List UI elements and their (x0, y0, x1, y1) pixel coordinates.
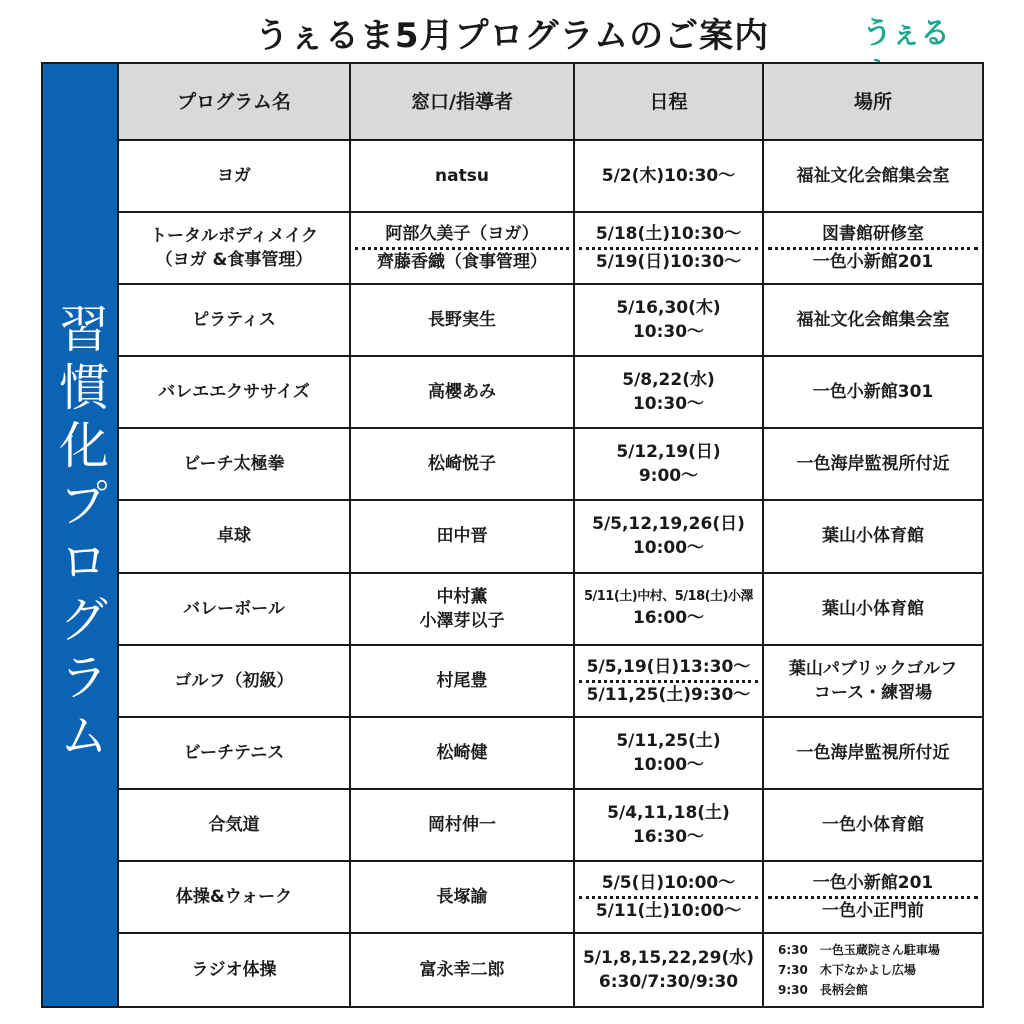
cell-part: 一色小正門前 (822, 900, 924, 921)
brand-logo: うぇる (862, 16, 949, 51)
schedule-cell (575, 574, 764, 646)
program-name-cell (119, 213, 351, 285)
program-name-cell (119, 429, 351, 501)
place-cell (764, 213, 982, 285)
cell-text-line: 長野実生 (428, 310, 496, 331)
cell-part: 5/5,19(日)13:30〜 (579, 655, 758, 683)
program-name-cell (119, 574, 351, 646)
cell-text-line: 岡村伸一 (428, 814, 496, 835)
place-cell (764, 141, 982, 213)
cell-text-line: （ヨガ &食事管理） (155, 250, 313, 271)
cell-text-line: 10:30〜 (632, 322, 705, 343)
cell-text-line: 一色小体育館 (822, 814, 924, 835)
cell-part: 一色小新館201 (768, 871, 978, 899)
cell-part: 齊藤香織（食事管理） (377, 252, 547, 273)
cell-text-line: 松崎健 (436, 742, 488, 763)
schedule-cell (575, 141, 764, 213)
cell-text-line: 富永幸二郎 (419, 959, 505, 980)
schedule-cell (575, 646, 764, 718)
cell-text-line: 一色海岸監視所付近 (796, 742, 950, 763)
place-cell (764, 501, 982, 573)
schedule-time: 16:00〜 (632, 607, 705, 628)
cell-text-line: 福祉文化会館集会室 (796, 310, 950, 331)
page-title: うぇるま5月プログラムのご案内 (254, 16, 770, 56)
cell-text-line: 長塚諭 (436, 886, 488, 907)
place-cell (764, 646, 982, 718)
cell-text-line: トータルボディメイク (150, 226, 318, 247)
cell-part: 阿部久美子（ヨガ） (355, 222, 569, 250)
leader-cell (351, 141, 575, 213)
place-cell (764, 862, 982, 934)
cell-part: 5/11,25(土)9:30〜 (586, 684, 751, 705)
column-header-schedule: 日程 (575, 64, 764, 141)
cell-part: 5/19(日)10:30〜 (595, 252, 742, 273)
leader-cell (351, 718, 575, 790)
cell-text-line: コース・練習場 (813, 682, 933, 703)
schedule-cell (575, 718, 764, 790)
cell-text-line: 合気道 (208, 814, 260, 835)
cell-text-line: 5/5,12,19,26(日) (592, 514, 745, 535)
leader-cell (351, 501, 575, 573)
program-name-cell (119, 141, 351, 213)
cell-text-line: 5/1,8,15,22,29(水) (582, 947, 755, 968)
cell-text-line: 5/16,30(木) (616, 298, 721, 319)
sidebar-banner (41, 62, 117, 1008)
place-line: 7:30 木下なかよし広場 (778, 962, 916, 977)
cell-text-line: バレーボール (183, 598, 285, 619)
cell-text-line: 5/12,19(日) (616, 442, 721, 463)
cell-text-line: 9:00〜 (638, 466, 699, 487)
cell-text-line: ゴルフ（初級） (174, 670, 294, 691)
column-header-place: 場所 (764, 64, 982, 141)
place-cell (764, 357, 982, 429)
leader-cell (351, 429, 575, 501)
cell-part: 5/5(日)10:00〜 (579, 871, 758, 899)
cell-text-line: 5/8,22(水) (622, 370, 715, 391)
cell-text-line: natsu (435, 166, 489, 187)
program-table (117, 62, 984, 1008)
cell-text-line: 5/4,11,18(土) (607, 802, 730, 823)
schedule-cell (575, 934, 764, 1006)
column-header-program: プログラム名 (119, 64, 351, 141)
leader-cell (351, 790, 575, 862)
place-line: 9:30 長柄会館 (778, 982, 868, 997)
schedule-cell (575, 213, 764, 285)
cell-part: 一色小新館201 (812, 252, 934, 273)
cell-text-line: ピラティス (192, 310, 276, 331)
program-name-cell (119, 718, 351, 790)
cell-part: 図書館研修室 (768, 222, 978, 250)
cell-text-line: 村尾豊 (436, 670, 488, 691)
leader-cell (351, 574, 575, 646)
cell-text-line: 5/11,25(土) (616, 730, 721, 751)
cell-part: 5/18(土)10:30〜 (579, 222, 758, 250)
leader-cell (351, 934, 575, 1006)
cell-text-line: ビーチ太極拳 (183, 454, 285, 475)
cell-text-line: バレエエクササイズ (158, 382, 310, 403)
place-cell (764, 285, 982, 357)
schedule-cell (575, 357, 764, 429)
cell-part: 5/11(土)10:00〜 (595, 900, 742, 921)
place-cell (764, 574, 982, 646)
cell-text-line: 葉山パブリックゴルフ (788, 658, 958, 679)
cell-text-line: 一色海岸監視所付近 (796, 454, 950, 475)
schedule-cell (575, 501, 764, 573)
cell-text-line: 田中晋 (436, 526, 488, 547)
cell-text-line: 高櫻あみ (428, 382, 496, 403)
program-name-cell (119, 790, 351, 862)
program-name-cell (119, 357, 351, 429)
cell-text-line: 中村薫 (436, 586, 488, 607)
cell-text-line: 葉山小体育館 (822, 598, 924, 619)
cell-text-line: 10:30〜 (632, 394, 705, 415)
program-name-cell (119, 646, 351, 718)
cell-text-line: 10:00〜 (632, 754, 705, 775)
cell-text-line: 松崎悦子 (428, 454, 496, 475)
cell-text-line: ラジオ体操 (191, 959, 277, 980)
place-cell (764, 790, 982, 862)
leader-cell (351, 646, 575, 718)
cell-text-line: 小澤芽以子 (419, 610, 505, 631)
schedule-cell (575, 862, 764, 934)
program-name-cell (119, 501, 351, 573)
leader-cell (351, 285, 575, 357)
place-cell (764, 429, 982, 501)
cell-text-line: 一色小新館301 (812, 382, 934, 403)
program-name-cell (119, 862, 351, 934)
leader-cell (351, 213, 575, 285)
cell-text-line: 10:00〜 (632, 538, 705, 559)
place-line: 6:30 一色玉蔵院さん駐車場 (778, 942, 940, 957)
cell-text-line: 卓球 (217, 526, 251, 547)
sidebar-label: 習慣化プログラム (51, 303, 109, 767)
program-name-cell (119, 934, 351, 1006)
cell-text-line: 体操&ウォーク (175, 886, 293, 907)
leader-cell (351, 862, 575, 934)
program-name-cell (119, 285, 351, 357)
schedule-cell (575, 285, 764, 357)
schedule-cell (575, 429, 764, 501)
schedule-note: 5/11(土)中村、5/18(土)小澤 (583, 588, 754, 604)
leader-cell (351, 357, 575, 429)
cell-text-line: 5/2(木)10:30〜 (601, 166, 736, 187)
cell-text-line: ヨガ (217, 166, 251, 187)
cell-text-line: 福祉文化会館集会室 (796, 166, 950, 187)
cell-text-line: ビーチテニス (183, 742, 285, 763)
place-cell (764, 718, 982, 790)
cell-text-line: 6:30/7:30/9:30 (598, 971, 739, 992)
cell-text-line: 葉山小体育館 (822, 526, 924, 547)
cell-text-line: 16:30〜 (632, 826, 705, 847)
schedule-cell (575, 790, 764, 862)
place-cell (764, 934, 982, 1006)
column-header-leader: 窓口/指導者 (351, 64, 575, 141)
